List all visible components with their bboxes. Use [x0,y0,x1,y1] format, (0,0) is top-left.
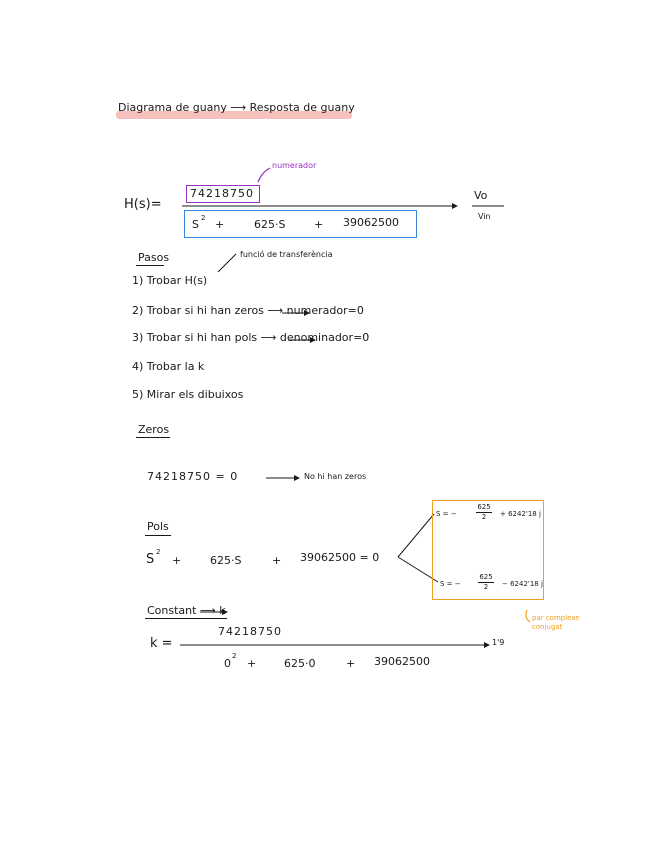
root1-fraction [476,503,492,522]
k-result: 1'9 [492,638,505,647]
complex-annotation: par complexe conjugat [532,614,580,631]
h-den-exp: 2 [201,214,206,222]
vin-label: Vin [478,212,491,221]
numerador-annotation: numerador [272,161,317,170]
k-den-term2: 625·0 [284,657,316,670]
pols-heading: Pols [147,520,169,533]
zeros-underline [136,437,170,438]
passos-underline [136,265,164,266]
k-den-0: 0 [224,657,231,670]
h-den-plus1: + [215,218,225,231]
k-den-term3: 39062500 [374,655,430,668]
h-den-term3: 39062500 [343,216,399,229]
pols-exp: 2 [156,548,161,556]
root2-fraction [478,573,494,592]
k-den-exp: 2 [232,652,237,660]
root2-num: 625 [479,573,493,581]
k-den-plus2: + [346,657,356,670]
h-den-plus2: + [314,218,324,231]
step-4: 4) Trobar la k [132,360,205,373]
page-title: Diagrama de guany ⟶ Resposta de guany [118,101,355,114]
root2-suffix: − 6242'18 j [502,580,543,588]
zeros-heading: Zeros [138,423,170,436]
root1-prefix: S = − [436,510,457,518]
h-den-term2: 625·S [254,218,286,231]
zeros-result: No hi han zeros [304,472,367,481]
step-2: 2) Trobar si hi han zeros ⟶ numerador=0 [132,304,364,317]
pols-s: S [146,552,155,567]
root1-den: 2 [481,513,487,521]
step-3: 3) Trobar si hi han pols ⟶ denominador=0 [132,331,370,344]
step-5: 5) Mirar els dibuixos [132,388,244,401]
k-label: k = [150,636,173,651]
pols-term3: 39062500 = 0 [300,551,380,564]
pols-plus2: + [272,554,282,567]
funcio-annotation: funció de transferència [240,250,333,259]
passos-heading: Pasos [138,251,170,264]
constant-underline [145,618,227,619]
root2-prefix: S = − [440,580,461,588]
pols-underline [145,535,171,536]
zeros-equation: 74218750 = 0 [147,470,239,483]
constant-heading: Constant ⟶ k [147,604,226,617]
k-den-plus1: + [247,657,257,670]
step-1: 1) Trobar H(s) [132,274,208,287]
vo-label: Vo [474,189,488,202]
k-numerator: 74218750 [218,625,282,638]
h-den-s: S [192,218,199,231]
root1-suffix: + 6242'18 j [500,510,541,518]
h-label: H(s)= [124,197,162,212]
pols-term2: 625·S [210,554,242,567]
root2-den: 2 [483,583,489,591]
root1-num: 625 [477,503,491,511]
h-numerator: 74218750 [190,187,254,200]
pols-plus1: + [172,554,182,567]
